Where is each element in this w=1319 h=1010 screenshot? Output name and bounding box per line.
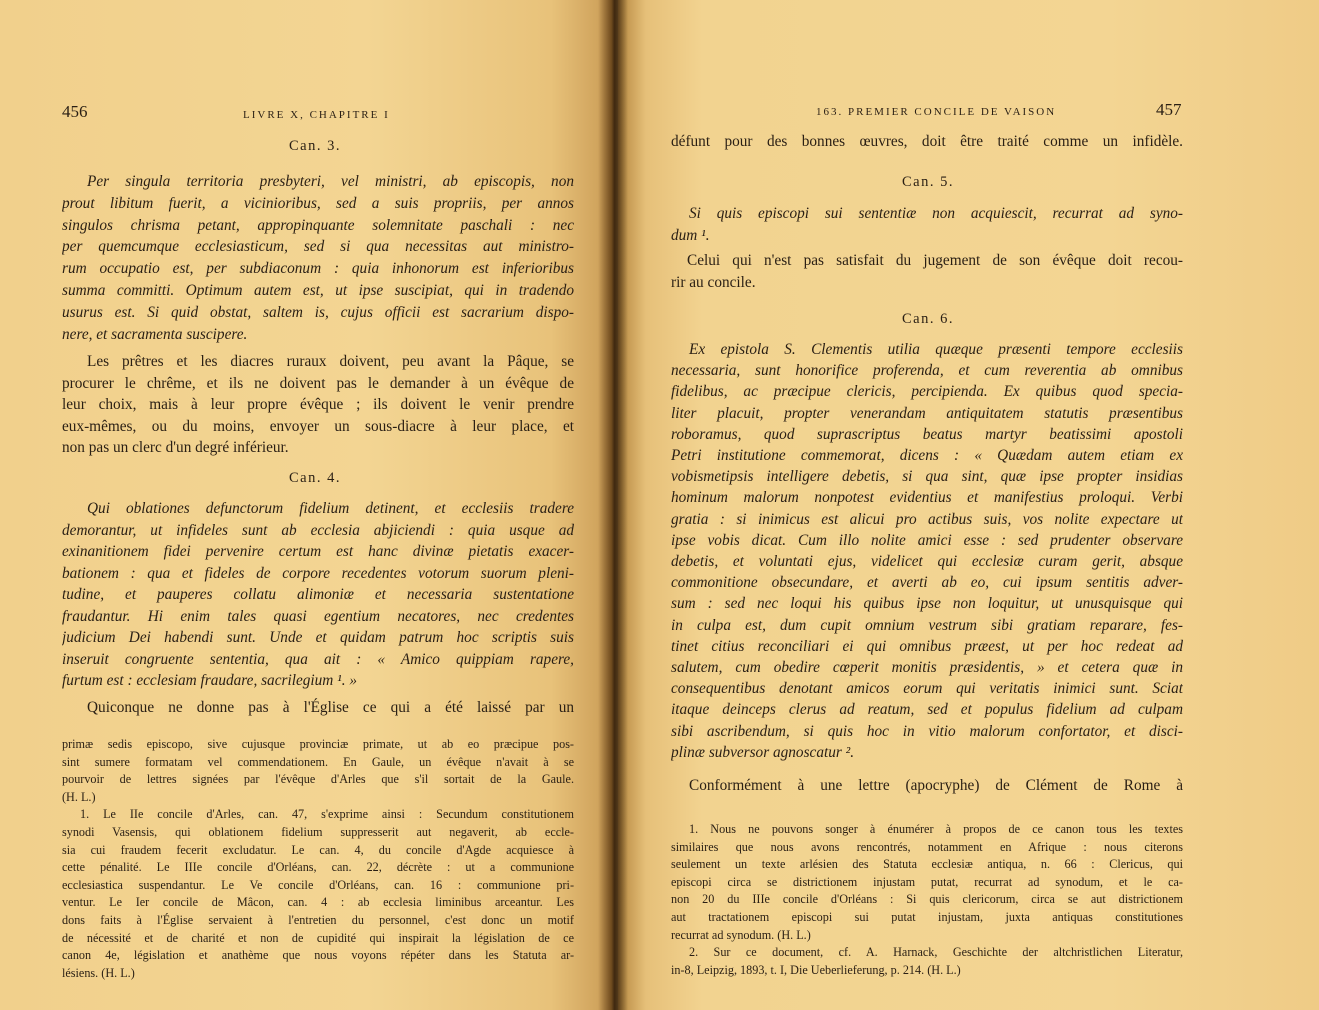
french-line: rir au concile.: [671, 273, 756, 291]
can3-latin: [62, 171, 574, 345]
footnote-line: 2. Sur ce document, cf. A. Harnack, Geschichte der altchristlichen Literatur,: [689, 945, 1183, 960]
footnote-line: cette pénalité. Le IIIe concile d'Orléans, can. 22, décrète : ut a communione: [62, 860, 574, 875]
latin-line: Ex epistola S. Clementis utilia quæque præsenti tempore ecclesiis: [689, 341, 1183, 358]
latin-line: necessaria, sunt honorifice proferenda, et cum reverentia ab omnibus: [671, 362, 1183, 380]
footnote-line: episcopi circa se districtionem injustam putat, recurrat ad synodum, et le ca-: [671, 874, 1183, 889]
latin-line: usurus est. Si quid obstat, saltem is, cujus officii est sacrarium dispo-: [62, 303, 574, 321]
can3-heading: Can. 3.: [289, 138, 341, 154]
left-page: [0, 0, 612, 1010]
latin-line: dum ¹.: [671, 226, 710, 244]
latin-line: nere, et sacramenta suscipere.: [62, 325, 248, 343]
latin-line: debetis, et voluntati ejus, videlicet qui ecclesiæ curam gerit, absque: [671, 553, 1183, 571]
page-number-right: 457: [1156, 100, 1182, 119]
footnote-line: in-8, Leipzig, 1893, t. I, Die Ueberlieferung, p. 214. (H. L.): [671, 962, 961, 977]
latin-line: inseruit congruente sententia, qua ait : « Amico quippiam rapere,: [62, 650, 574, 668]
right-footnotes: [671, 821, 1183, 979]
latin-line: singulos chrisma petant, appropinquante solemnitate paschali : nec: [62, 216, 574, 234]
left-footnotes: [62, 736, 574, 982]
french-line: Quiconque ne donne pas à l'Église ce qui a été laissé par un: [87, 699, 574, 716]
latin-line: liter placuit, propter venerandam antiquitatem statutis præsentibus: [671, 404, 1183, 422]
can5-heading: Can. 5.: [902, 174, 954, 190]
french-line: Les prêtres et les diacres ruraux doivent, peu avant la Pâque, se: [87, 353, 574, 370]
latin-line: hominum malorum nonpotest evidentius et manifestius proloqui. Verbi: [671, 489, 1183, 507]
latin-line: prout libitum fuerit, a vicinioribus, sed a suis propriis, per annos: [62, 194, 574, 212]
running-head-left: LIVRE X, CHAPITRE I: [243, 109, 390, 121]
latin-line: per quemcumque ecclesiasticum, sed si qua necessitas aut ministro-: [62, 238, 574, 256]
footnote-line: 1. Le IIe concile d'Arles, can. 47, s'exprime ainsi : Secundum constitutionem: [80, 807, 574, 822]
footnote-line: ventur. Le Ier concile de Mâcon, can. 4 : ab ecclesia liminibus arceantur. Les: [62, 895, 574, 910]
latin-line: roboramus, quod suprascriptus beatus martyr beatissimi apostoli: [671, 425, 1183, 443]
french-line: leur choix, mais à leur propre évêque ; ils doivent le venir prendre: [62, 396, 574, 413]
footnote-line: recurrat ad synodum. (H. L.): [671, 927, 811, 942]
latin-line: fraudantur. Hi enim tales quasi egentium necatores, nec credentes: [62, 607, 574, 625]
can4-french: [62, 697, 574, 719]
latin-line: vobismetipsis intelligere debetis, si qua sint, quæ ipse propter insidias: [671, 468, 1183, 486]
latin-line: Qui oblationes defunctorum fidelium detinent, et ecclesiis tradere: [87, 500, 574, 517]
french-line: défunt pour des bonnes œuvres, doit être traité comme un infidèle.: [671, 133, 1183, 150]
latin-line: demorantur, ut infideles sunt ab ecclesia abjiciendi : quia usque ad: [62, 521, 574, 539]
can4-heading: Can. 4.: [289, 470, 341, 486]
footnote-line: lésiens. (H. L.): [62, 965, 135, 980]
latin-line: Per singula territoria presbyteri, vel ministri, ab episcopis, non: [87, 173, 574, 190]
latin-line: fidelibus, ac præcipue clericis, percipienda. Ex quibus quod specia-: [671, 383, 1183, 401]
footnote-line: synodi Vasensis, qui oblationem fidelium suppresserit aut negaverit, ab eccle-: [62, 824, 574, 839]
french-line: non pas un clerc d'un degré inférieur.: [62, 439, 289, 456]
french-line: eux-mêmes, ou du moins, envoyer un sous-diacre à leur place, et: [62, 417, 574, 435]
footnote-line: 1. Nous ne pouvons songer à énumérer à propos de ce canon tous les textes: [689, 822, 1183, 836]
footnote-line: similaires que nous avons rencontrés, notamment en Afrique : nous citerons: [671, 839, 1183, 854]
latin-line: consequentibus denotant amicos eorum qui veritatis inimici sunt. Sciat: [671, 680, 1183, 698]
latin-line: sum : sed nec loqui his quibus ipse non loquitur, ut unusquisque qui: [671, 595, 1183, 613]
footnote-line: primæ sedis episcopo, sive cujusque provinciæ primate, ut ab eo præcipue pos-: [62, 737, 574, 751]
latin-line: Petri institutione commemorat, dicens : « Quædam autem etiam ex: [671, 447, 1183, 465]
book-gutter: [598, 0, 628, 1010]
latin-line: salutem, cum obedire cœperit monitis præsidentis, » et cetera quæ in: [671, 659, 1183, 677]
footnote-line: sint sumere formatam vel commendationem. En Gaule, un évêque n'avait à se: [62, 754, 574, 769]
can6-french: [671, 775, 1183, 797]
latin-line: bationem : qua et fideles de corpore recedentes votorum suorum pleni-: [62, 564, 574, 582]
latin-line: judicium Dei habendi sunt. Unde et quidam patrum hoc scriptis suis: [62, 629, 574, 646]
page-number-left: 456: [62, 102, 88, 121]
footnote-line: ecclesiastica suspendantur. Le Ve concile d'Orléans, can. 16 : communione pri-: [62, 877, 574, 892]
latin-line: Si quis episcopi sui sententiæ non acquiescit, recurrat ad syno-: [689, 205, 1183, 222]
latin-line: tinet citius reconciliari ei qui omnibus præest, ut per hoc redeat ad: [671, 637, 1183, 655]
latin-line: gratia : si inimicus est alicui pro actibus suis, vos nolite expectare ut: [671, 510, 1183, 528]
footnote-line: aut tractationem episcopi sui putat injustam, juxta antiquas constitutiones: [671, 909, 1183, 924]
footnote-line: (H. L.): [62, 789, 96, 804]
footnote-line: canon 4e, législation et anathème que nous voyons répéter dans les Statuta ar-: [62, 948, 574, 963]
latin-line: in culpa est, dum cupit omnium vestrum sibi gratiam reparare, fes-: [671, 616, 1183, 634]
footnote-line: dons faits à l'Église servaient à l'entretien du personnel, c'est donc un motif: [62, 912, 574, 927]
latin-line: summa committi. Optimum autem est, ut ipse suscipiat, qui in tradendo: [62, 281, 574, 299]
french-line: Celui qui n'est pas satisfait du jugement de son évêque doit recou-: [687, 252, 1183, 269]
can4-latin: [62, 498, 574, 692]
french-line: procurer le chrême, et ils ne doivent pas le demander à un évêque de: [62, 374, 574, 392]
latin-line: tudine, et pauperes collatu alimoniæ et necessaria sustentatione: [62, 586, 574, 603]
can6-heading: Can. 6.: [902, 311, 954, 327]
latin-line: commonitione obsecundare, et averti ab eo, cui ipsum sentitis adver-: [671, 574, 1183, 592]
latin-line: exinanitionem fidei pervenire certum est hanc divinæ pietatis exacer-: [62, 543, 574, 560]
footnote-line: de nécessité et de charité et non de cupidité qui inspirait la législation de ce: [62, 930, 574, 945]
latin-line: ipse vobis dicat. Cum illo nolite amici esse : sed prudenter observare: [671, 531, 1183, 549]
french-line: Conformément à une lettre (apocryphe) de Clément de Rome à: [689, 777, 1183, 794]
can5-french: [671, 250, 1183, 293]
right-page: [618, 0, 1319, 1010]
can3-french: [62, 351, 574, 459]
latin-line: plinæ subversor agnoscatur ².: [671, 743, 855, 761]
can6-latin: [671, 339, 1183, 763]
footnote-line: seulement un texte arlésien des Statuta ecclesiæ antiqua, n. 66 : Clericus, qui: [671, 857, 1183, 872]
footnote-line: non 20 du IIIe concile d'Orléans : Si quis clericorum, circa se aut districtionem: [671, 892, 1183, 907]
latin-line: sibi ascribendum, si quis hoc in vitio malorum confortator, et disci-: [671, 722, 1183, 740]
latin-line: itaque deinceps clerus ad reatum, sed et populus fidelium ad culpam: [671, 701, 1183, 719]
can5-latin: [671, 203, 1183, 246]
latin-line: furtum est : ecclesiam fraudare, sacrilegium ¹. »: [62, 672, 358, 689]
running-head-right: 163. PREMIER CONCILE DE VAISON: [816, 106, 1057, 118]
latin-line: rum occupatio est, per subdiaconum : quia inhonorum est inferioribus: [62, 260, 574, 278]
continuation-text: [671, 131, 1183, 153]
footnote-line: pourvoir de lettres signées par l'évêque d'Arles que s'il sortait de la Gaule.: [62, 772, 574, 787]
footnote-line: sia cui fraudem fecerit excludatur. Le can. 4, du concile d'Agde acquiesce à: [62, 842, 574, 857]
